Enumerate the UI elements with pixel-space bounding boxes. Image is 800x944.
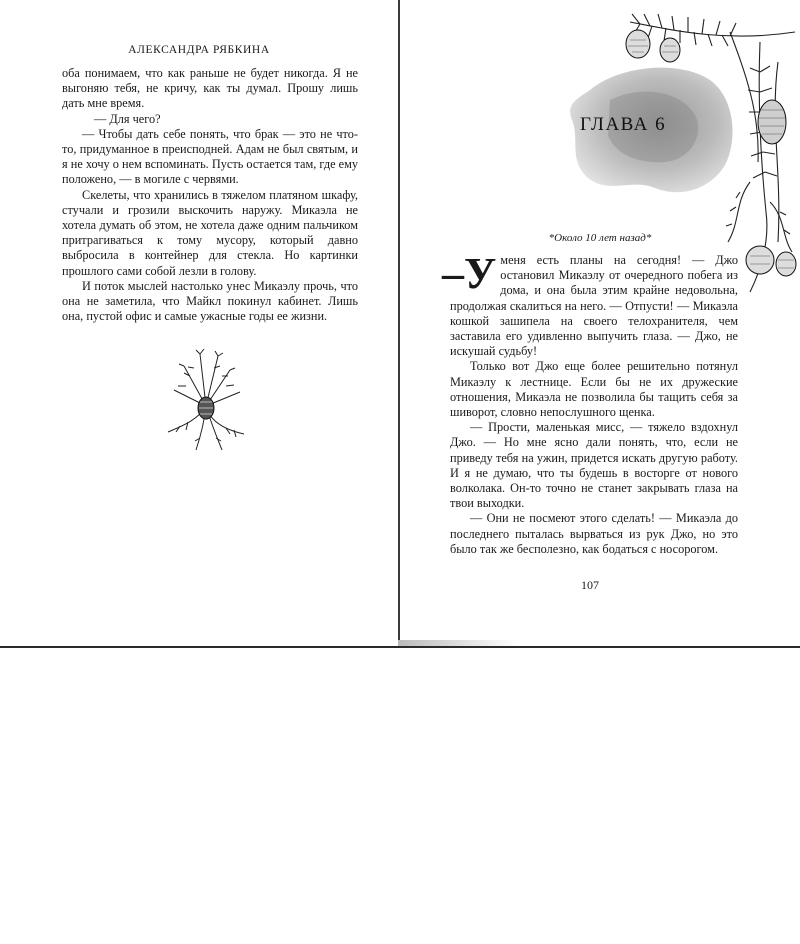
paragraph: И поток мыслей настолько унес Микаэлу прочь, что она не заметила, что Майкл покинул кабинет. Лишь она, пустой офис и самые ужасные годы ее жизни.: [62, 278, 358, 324]
book-spine: [398, 0, 400, 648]
running-head: АЛЕКСАНДРА РЯБКИНА: [128, 44, 270, 56]
paragraph: Только вот Джо еще более решительно потянул Микаэлу к лестнице. Если бы не их дружеские отношения, Микаэла не позволила бы тащить себя за шиворот, словно непослушного щенка.: [450, 359, 738, 420]
opening-paragraph-text: меня есть планы на сегодня! — Джо остановил Микаэлу от очередного побега из дома, и она была этим крайне недовольна, продолжая скалиться на него. — Отпусти! — Микаэла кошкой зашипела на своего телохранителя, чем заставила его удивленно выпучить глаза. — Джо, не искушай судьбу!: [450, 253, 738, 359]
left-page-text: [62, 66, 358, 324]
paragraph: Скелеты, что хранились в тяжелом платяном шкафу, стучали и грозили выскочить наружу. Микаэла не хотела думать об этом, не хотела даже одним пальчиком притрагиваться к тому мусору, который давно выбросила в контейнер для стекла. Но картинки прошлого сами собой лезли в голову.: [62, 187, 358, 278]
right-page-text: [442, 249, 738, 557]
chapter-epigraph: *Около 10 лет назад*: [548, 232, 652, 244]
paragraph: оба понимаем, что как раньше не будет никогда. Я не выгоняю тебя, не кричу, как ты думал. Прошу лишь дать мне время.: [62, 66, 358, 111]
chapter-title: ГЛАВА 6: [580, 114, 667, 135]
left-page: [0, 0, 398, 646]
page-number: 107: [581, 578, 599, 592]
spread-bottom-edge: [0, 646, 800, 648]
paragraph: — Чтобы дать себе понять, что брак — это не что-то, придуманное в преисподней. Адам не был святым, и я не хочу о нем вспоминать. Пусть остается там, где ему положено, — в могиле с червями.: [62, 126, 358, 187]
pine-sprig-ornament: [160, 346, 252, 454]
paragraph: — Для чего?: [94, 111, 161, 126]
paragraph: — Прости, маленькая мисс, — тяжело вздохнул Джо. — Но мне ясно дали понять, что, если не приведу тебя на ужин, придется искать другую работу. И я не думаю, что ты будешь в восторге от нового волколака. Он-то точно не станет закрывать глаза на твои выходки.: [450, 420, 738, 511]
paragraph: — Они не посмеют этого сделать! — Микаэла до последнего пыталась вырваться из рук Джо, но это было так же бесполезно, как бодаться с носорогом.: [450, 511, 738, 556]
opening-paragraph: [442, 249, 738, 359]
drop-cap: –У: [442, 249, 497, 298]
